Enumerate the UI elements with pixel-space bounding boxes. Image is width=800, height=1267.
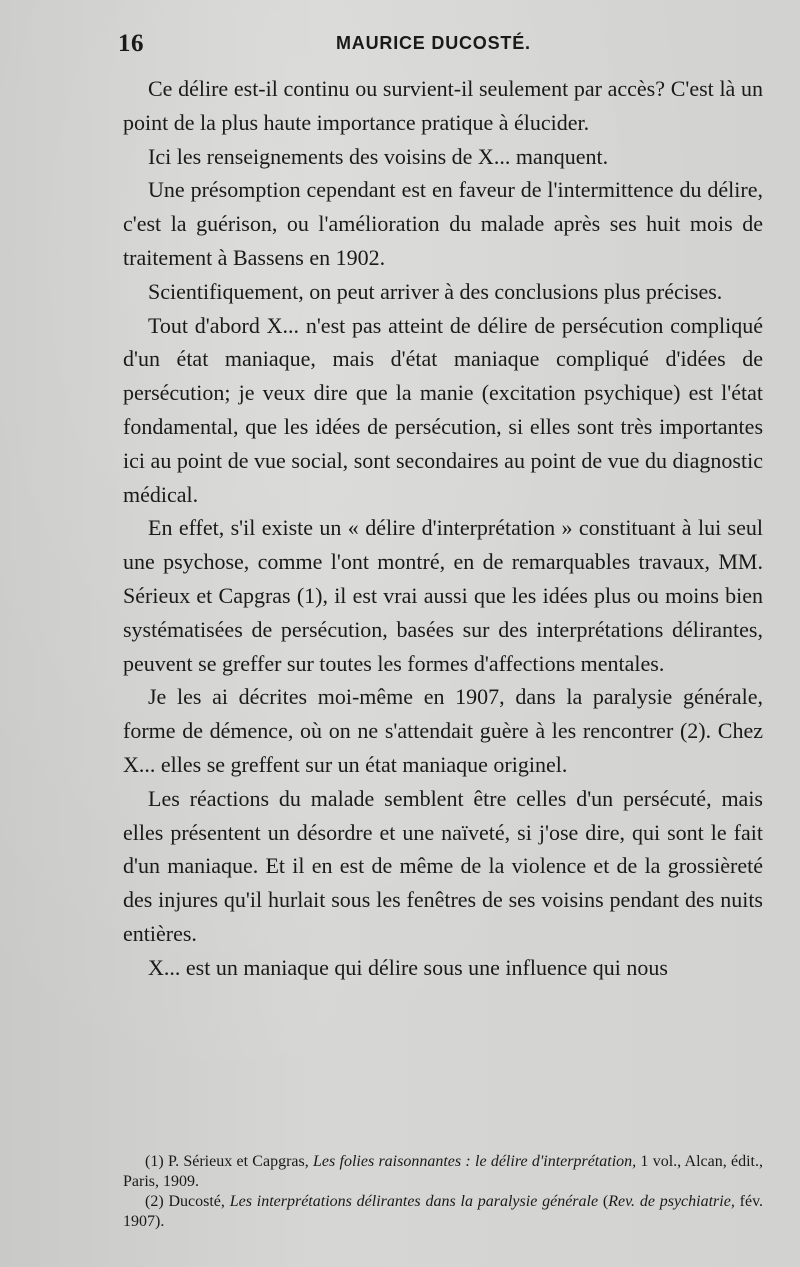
footnote-authors: P. Sérieux et Capgras,: [167, 1153, 314, 1170]
paragraph: Tout d'abord X... n'est pas atteint de délire de persécution compliqué d'un état maniaque, mais d'état maniaque compliqué d'idées de persécution; je veux dire que la manie (excitation psychique) est l'état fondamental, que les idées de persécution, si elles sont très importantes ici au point de vue social, sont secondaires au point de vue du diagnostic médical.: [123, 312, 763, 507]
footnote-marker: (1): [145, 1153, 168, 1170]
footnote: [123, 1192, 763, 1232]
footnote: [123, 1152, 763, 1192]
page-header: [118, 30, 758, 62]
page-number: 16: [118, 30, 144, 57]
paragraph: Les réactions du malade semblent être celles d'un persécuté, mais elles présentent un désordre et une naïveté, si j'ose dire, qui sont le fait d'un maniaque. Et il en est de même de la violence et de la grossièreté des injures qu'il hurlait sous les fenêtres de ses voisins pendant des nuits entières.: [123, 785, 763, 946]
footnote-publication: 1 vol., Alcan, édit., Paris, 1909.: [123, 1153, 763, 1190]
paragraph: Je les ai décrites moi-même en 1907, dans la paralysie générale, forme de démence, où on ne s'attendait guère à les rencontrer (2). Chez X... elles se greffent sur un état maniaque originel.: [123, 684, 763, 777]
paragraph: X... est un maniaque qui délire sous une influence qui nous: [148, 954, 668, 980]
paragraph: Ici les renseignements des voisins de X... manquent.: [148, 143, 609, 169]
running-head: MAURICE DUCOSTÉ.: [336, 33, 531, 53]
footnote-journal: Rev. de psychiatrie,: [608, 1193, 735, 1210]
body-text: [123, 72, 763, 985]
paragraph: Une présomption cependant est en faveur de l'intermittence du délire, c'est la guérison, ou l'amélioration du malade après ses huit mois de traitement à Bassens en 1902.: [123, 177, 763, 270]
footnote-title: Les interprétations délirantes dans la paralysie générale: [229, 1193, 599, 1210]
footnote-publication: (: [598, 1193, 609, 1210]
footnotes: [123, 1152, 763, 1232]
paragraph: Ce délire est-il continu ou survient-il seulement par accès? C'est là un point de la plus haute importance pratique à élucider.: [123, 76, 763, 135]
footnote-authors: Ducosté,: [168, 1193, 230, 1210]
paragraph: En effet, s'il existe un « délire d'interprétation » constituant à lui seul une psychose, comme l'ont montré, en de remarquables travaux, MM. Sérieux et Capgras (1), il est vrai aussi que les idées plus ou moins bien systématisées de persécution, basées sur des interprétations délirantes, peuvent se greffer sur toutes les formes d'affections mentales.: [123, 515, 763, 676]
footnote-date: fév. 1907).: [123, 1193, 764, 1230]
footnote-title: Les folies raisonnantes : le délire d'interprétation,: [313, 1153, 637, 1170]
footnote-marker: (2): [145, 1193, 169, 1210]
paragraph: Scientifiquement, on peut arriver à des conclusions plus précises.: [148, 278, 723, 304]
